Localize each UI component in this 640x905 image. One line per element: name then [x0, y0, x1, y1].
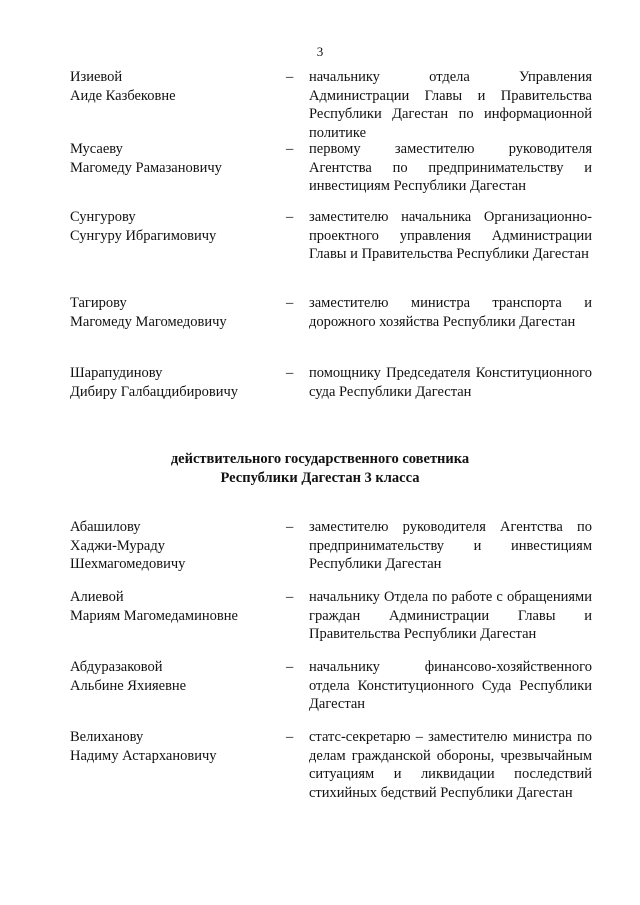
appointee-given-name: Мариям Магомедаминовне	[70, 607, 238, 624]
appointee-surname: Абдуразаковой	[70, 659, 163, 675]
appointee-surname: Мусаеву	[70, 141, 123, 157]
appointee-surname: Абашилову	[70, 519, 141, 535]
appointee-name	[70, 588, 285, 625]
appointee-position: помощнику Председателя Конституционного суда Республики Дагестан	[309, 365, 592, 400]
appointee-surname: Шарапудинову	[70, 365, 163, 381]
appointee-given-name: Надиму Астархановичу	[70, 747, 217, 764]
dash-separator: –	[286, 209, 294, 225]
appointee-position: статс-секретарю – заместителю министра по делам гражданской обороны, чрезвычайным ситуациям и ликвидации последствий стихийных бедствий Республики Дагестан	[309, 729, 592, 801]
dash-separator: –	[286, 729, 294, 745]
appointee-surname: Сунгурову	[70, 209, 136, 225]
rank-heading-line-1: действительного государственного советника	[170, 451, 470, 467]
appointee-given-name: Хаджи-Мураду	[70, 537, 165, 554]
appointee-position: заместителю руководителя Агентства по предпринимательству и инвестициям Республики Дагестан	[309, 519, 592, 572]
dash-separator: –	[286, 295, 294, 311]
appointee-name	[70, 518, 285, 574]
appointee-surname: Алиевой	[70, 589, 124, 605]
appointee-name	[70, 658, 285, 695]
appointee-surname: Велиханову	[70, 729, 144, 745]
appointee-surname: Изиевой	[70, 69, 123, 85]
appointee-name	[70, 140, 285, 177]
appointee-name	[70, 68, 285, 105]
appointee-name	[70, 728, 285, 765]
appointee-patronymic: Шехмагомедовичу	[70, 556, 186, 572]
dash-separator: –	[286, 589, 294, 605]
dash-separator: –	[286, 659, 294, 675]
appointee-given-name: Сунгуру Ибрагимовичу	[70, 227, 217, 244]
appointee-surname: Тагирову	[70, 295, 127, 311]
appointee-position: начальнику отдела Управления Администрации Главы и Правительства Республики Дагестан по информационной политике	[309, 69, 592, 141]
appointee-given-name: Дибиру Галбацдибировичу	[70, 383, 239, 400]
appointee-given-name: Аиде Казбековне	[70, 87, 176, 104]
rank-heading	[0, 450, 640, 488]
appointee-given-name: Магомеду Рамазановичу	[70, 159, 222, 176]
appointee-position: начальнику финансово-хозяйственного отдела Конституционного Суда Республики Дагестан	[309, 659, 592, 712]
appointee-position: заместителю министра транспорта и дорожного хозяйства Республики Дагестан	[309, 295, 592, 330]
dash-separator: –	[286, 365, 294, 381]
appointee-name	[70, 364, 285, 401]
appointee-position: первому заместителю руководителя Агентства по предпринимательству и инвестициям Республики Дагестан	[309, 141, 592, 194]
dash-separator: –	[286, 141, 294, 157]
appointee-given-name: Альбине Яхияевне	[70, 677, 187, 694]
appointee-name	[70, 294, 285, 331]
rank-heading-line-2: Республики Дагестан 3 класса	[220, 470, 420, 486]
appointee-given-name: Магомеду Магомедовичу	[70, 313, 227, 330]
dash-separator: –	[286, 519, 294, 535]
appointee-position: начальнику Отдела по работе с обращениями граждан Администрации Главы и Правительства Республики Дагестан	[309, 589, 592, 642]
appointee-name	[70, 208, 285, 245]
appointee-position: заместителю начальника Организационно-проектного управления Администрации Главы и Правительства Республики Дагестан	[309, 209, 592, 262]
page-number: 3	[316, 44, 324, 59]
dash-separator: –	[286, 69, 294, 85]
